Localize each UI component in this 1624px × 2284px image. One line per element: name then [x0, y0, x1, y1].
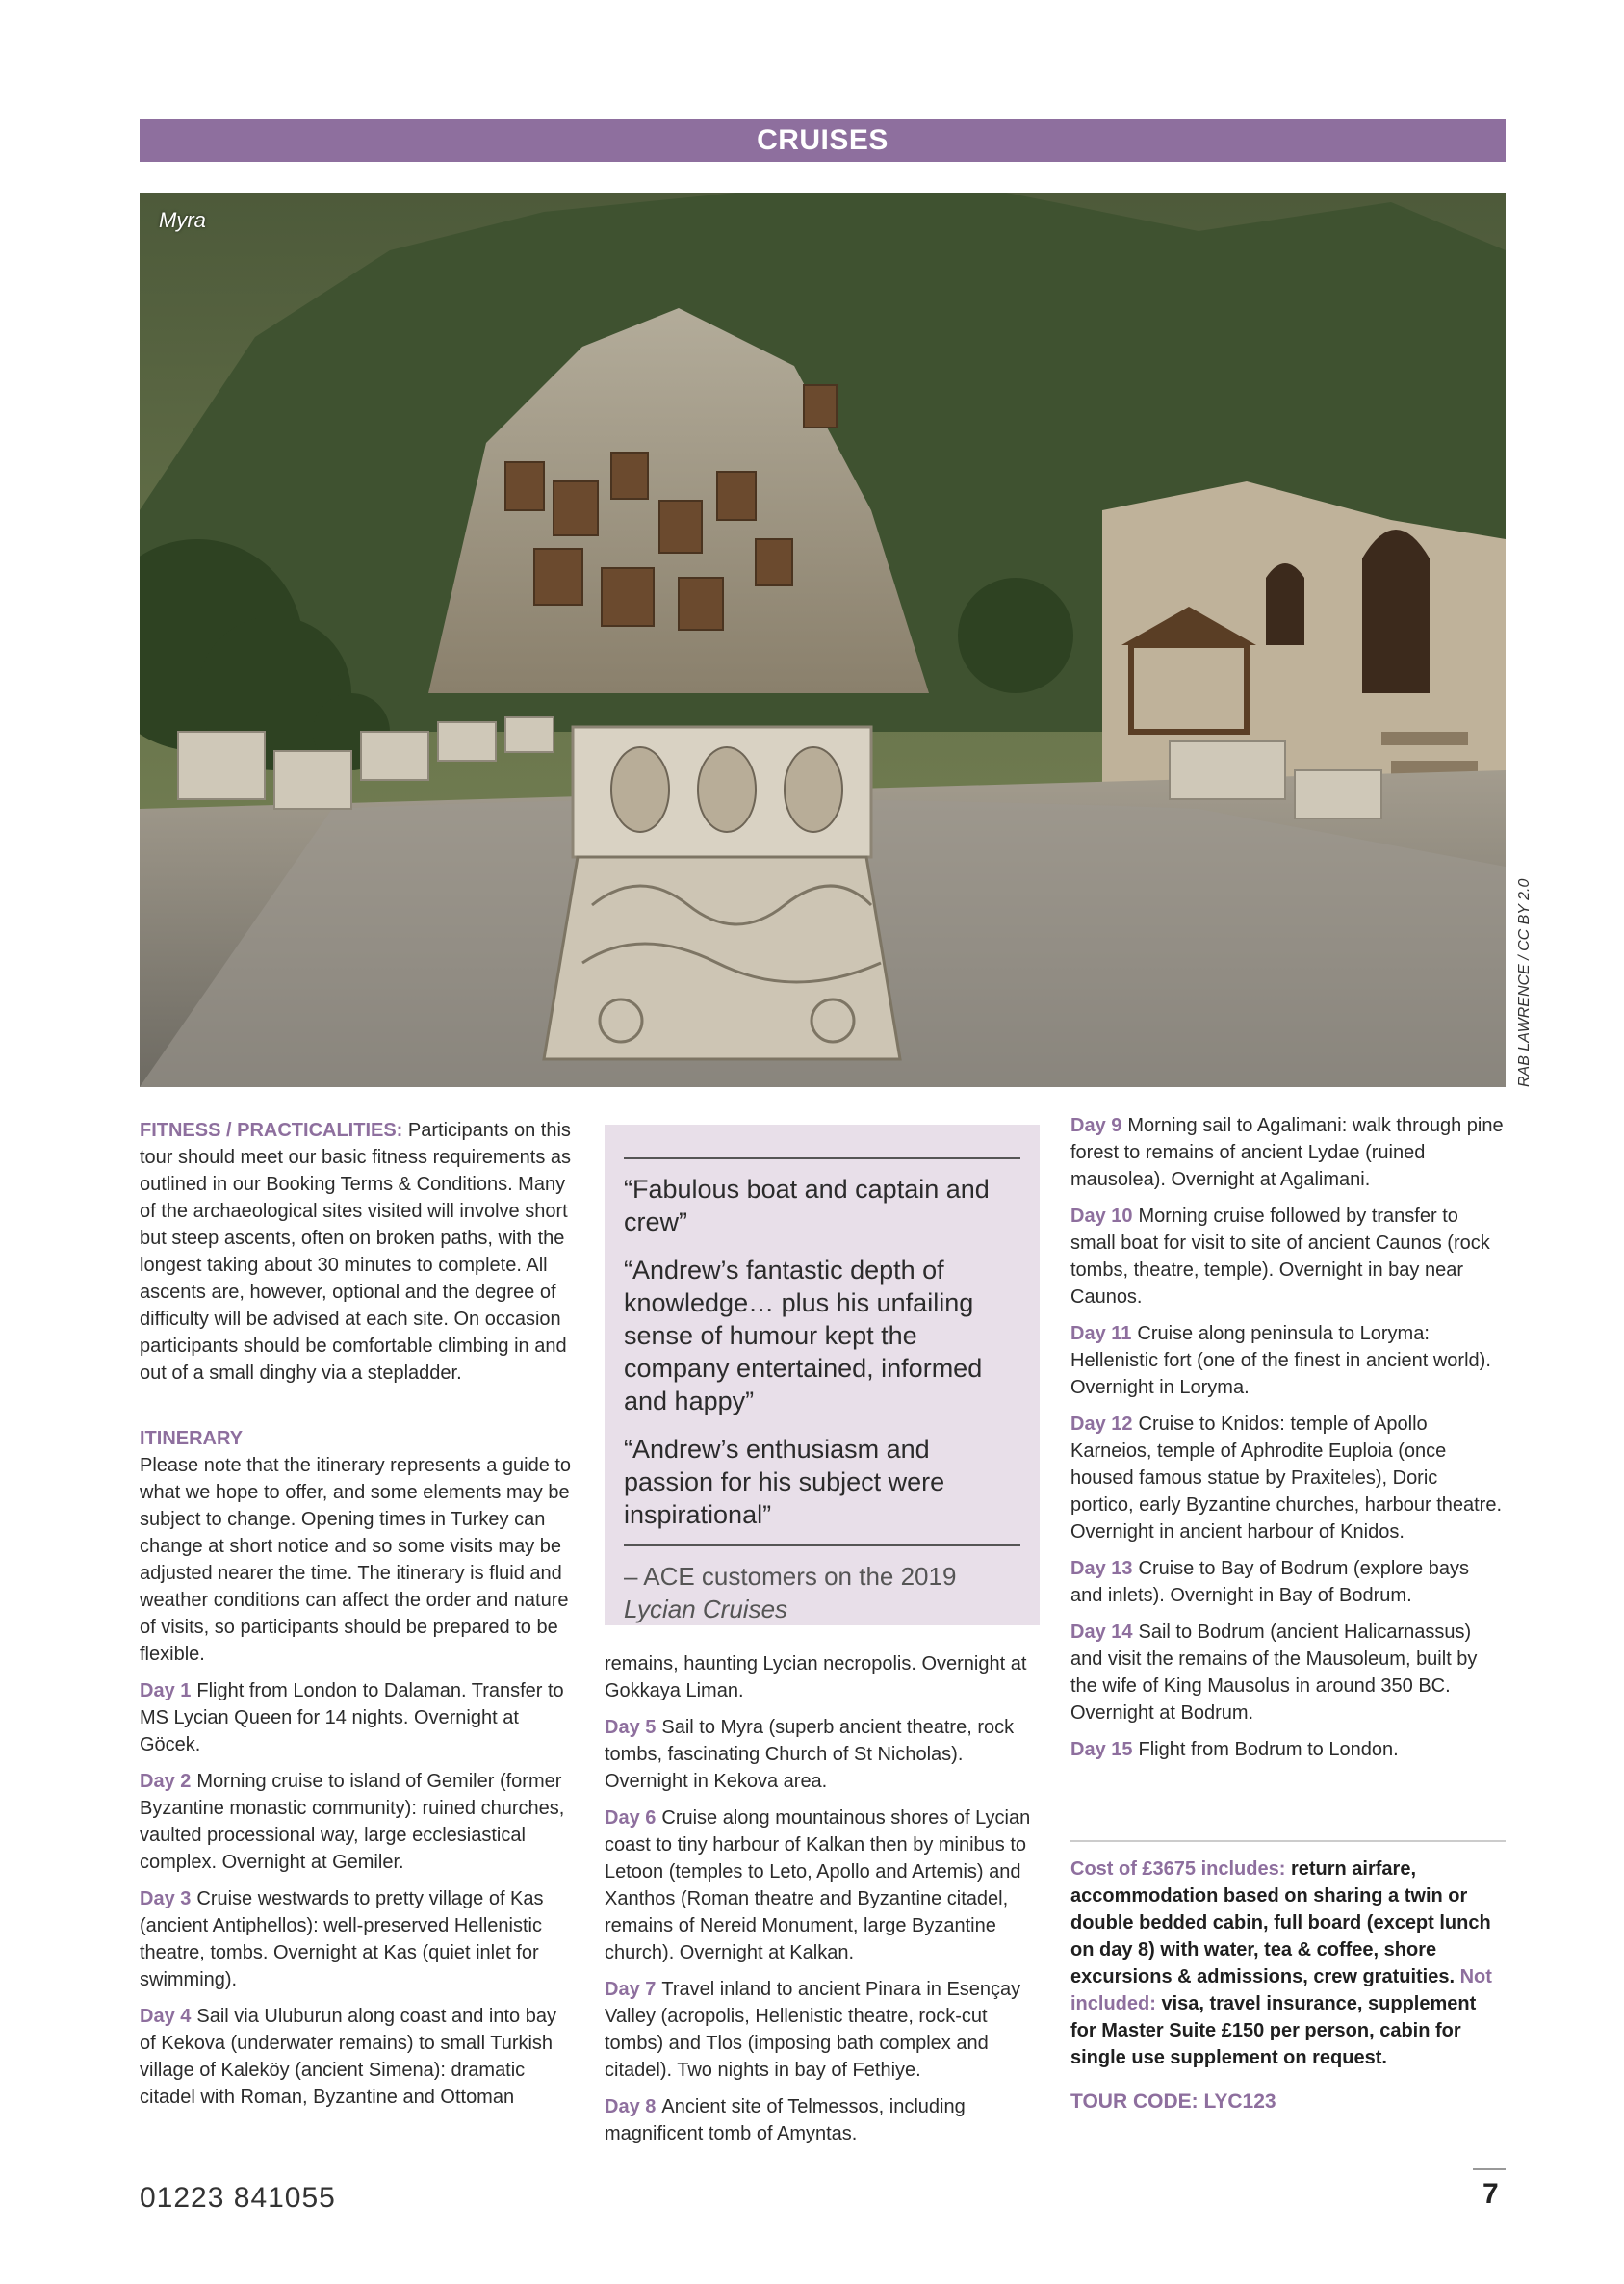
day-text: Travel inland to ancient Pinara in Esençay Valley (acropolis, Hellenistic theatre, rock-cut tombs) and Tlos (imposing bath complex and citadel). Two nights in bay of Fethiye. — [605, 1979, 1021, 2081]
section-banner — [140, 119, 1506, 162]
day-label: Day 12 — [1070, 1414, 1133, 1435]
day-entry — [605, 1804, 1040, 1966]
phone-number: 01223 841055 — [140, 2182, 336, 2214]
day-entry — [140, 2003, 573, 2111]
day-text: Flight from Bodrum to London. — [1138, 1739, 1399, 1760]
day-label: Day 2 — [140, 1771, 192, 1792]
day-label: Day 14 — [1070, 1622, 1133, 1643]
day-label: Day 11 — [1070, 1323, 1132, 1344]
day-text: Morning cruise to island of Gemiler (former Byzantine monastic community): ruined churches, vaulted processional way, large ecclesiastical complex. Overnight at Gemiler. — [140, 1771, 565, 1873]
page-number-rule — [1473, 2168, 1506, 2170]
cost-divider — [1070, 1840, 1506, 1842]
testimonial-box — [605, 1125, 1040, 1625]
day-entry — [140, 1768, 573, 1876]
day-entry — [605, 1714, 1040, 1795]
attribution-prefix: – ACE customers on the 2019 — [624, 1562, 957, 1591]
column-right — [1070, 1112, 1506, 2115]
day-label: Day 1 — [140, 1680, 192, 1701]
day-text: Cruise to Knidos: temple of Apollo Karneios, temple of Aphrodite Euploia (once housed famous statue by Praxiteles), Doric portico, early Byzantine churches, harbour theatre. Overnight in ancient harbour of Knidos. — [1070, 1414, 1503, 1543]
day-label: Day 10 — [1070, 1206, 1133, 1227]
day-text: Morning sail to Agalimani: walk through pine forest to remains of ancient Lydae (ruined mausolea). Overnight at Agalimani. — [1070, 1115, 1504, 1190]
day-text: Morning cruise followed by transfer to small boat for visit to site of ancient Caunos (rock tombs, theatre, temple). Overnight in bay near Caunos. — [1070, 1206, 1490, 1308]
cost-includes-text: return airfare, accommodation based on sharing a twin or double bedded cabin, full board (except lunch on day 8) with water, tea & coffee, shore excursions & admissions, crew gratuities. — [1070, 1858, 1491, 1987]
quote-bottom-rule — [624, 1544, 1020, 1546]
day-entry — [140, 1677, 573, 1758]
itinerary-intro: Please note that the itinerary represents a guide to what we hope to offer, and some elements may be subject to change. Opening times in Turkey can change at short notice and so some visits may be adjusted nearer the time. The itinerary is fluid and weather conditions can affect the order and nature of visits, so participants should be prepared to be flexible. — [140, 1455, 572, 1665]
page-number: 7 — [1482, 2178, 1499, 2210]
day-text: Sail to Myra (superb ancient theatre, rock tombs, fascinating Church of St Nicholas). Overnight in Kekova area. — [605, 1717, 1015, 1792]
day-text: Sail to Bodrum (ancient Halicarnassus) and visit the remains of the Mausoleum, built by the wife of King Mausolus in around 350 BC. Overnight at Bodrum. — [1070, 1622, 1478, 1724]
day-text: Sail via Uluburun along coast and into bay of Kekova (underwater remains) to small Turkish village of Kaleköy (ancient Simena): dramatic citadel with Roman, Byzantine and Ottoman — [140, 2006, 556, 2108]
day-entry — [1070, 1320, 1506, 1401]
fitness-text: Participants on this tour should meet our basic fitness requirements as outlined in our Booking Terms & Conditions. Many of the archaeological sites visited will involve short but steep ascents, often on broken paths, with the longest taking about 30 minutes to complete. All ascents are, however, optional and the degree of difficulty will be advised at each site. On occasion participants should be comfortable climbing in and out of a small dinghy via a stepladder. — [140, 1120, 571, 1384]
fitness-label: FITNESS / PRACTICALITIES: — [140, 1120, 403, 1141]
day-entry — [1070, 1203, 1506, 1311]
day-label: Day 15 — [1070, 1739, 1133, 1760]
day-entry — [1070, 1411, 1506, 1545]
tour-code: TOUR CODE: LYC123 — [1070, 2090, 1276, 2113]
day-label: Day 4 — [140, 2006, 192, 2027]
day4-continued: remains, haunting Lycian necropolis. Overnight at Gokkaya Liman. — [605, 1653, 1027, 1701]
attribution-tour: Lycian Cruises — [624, 1595, 788, 1623]
day-text: Cruise westwards to pretty village of Kas (ancient Antiphellos): well-preserved Hellenistic theatre, tombs. Overnight at Kas (quiet inlet for swimming). — [140, 1888, 544, 1990]
testimonial-quote: “Andrew’s enthusiasm and passion for his subject were inspirational” — [624, 1435, 945, 1529]
cost-excluded-text: visa, travel insurance, supplement for Master Suite £150 per person, cabin for single use supplement on request. — [1070, 1993, 1477, 2068]
day-entry — [1070, 1555, 1506, 1609]
day-entry — [140, 1885, 573, 1993]
photo-caption: Myra — [159, 208, 206, 232]
day-entry — [605, 1976, 1040, 2084]
cost-includes-label: Cost of £3675 includes: — [1070, 1858, 1286, 1880]
day-label: Day 9 — [1070, 1115, 1122, 1136]
column-middle — [605, 1650, 1040, 2157]
itinerary-heading: ITINERARY — [140, 1428, 244, 1449]
day-label: Day 3 — [140, 1888, 192, 1909]
myra-photo — [140, 193, 1506, 1087]
testimonial-attribution — [624, 1560, 1020, 1625]
myra-illustration — [140, 193, 1506, 1087]
day-entry — [1070, 1112, 1506, 1193]
banner-title: CRUISES — [757, 124, 889, 156]
cost-block — [1070, 1856, 1506, 2071]
testimonial-quote: “Fabulous boat and captain and crew” — [624, 1175, 990, 1236]
day-entry — [1070, 1619, 1506, 1726]
day-text: Cruise along mountainous shores of Lycian coast to tiny harbour of Kalkan then by minibus to Letoon (temples to Leto, Apollo and Artemis) and Xanthos (Roman theatre and Byzantine citadel, remains of Nereid Monument, large Byzantine church). Overnight at Kalkan. — [605, 1807, 1031, 1963]
day-list-col1 — [140, 1677, 573, 2111]
day-label: Day 5 — [605, 1717, 657, 1738]
day-label: Day 13 — [1070, 1558, 1133, 1579]
fitness-paragraph — [140, 1117, 573, 1387]
photo-credit: RAB LAWRENCE / CC BY 2.0 — [1516, 878, 1533, 1087]
day-entry — [1070, 1736, 1506, 1763]
day-label: Day 6 — [605, 1807, 657, 1829]
column-left — [140, 1117, 573, 2120]
day-text: Cruise along peninsula to Loryma: Hellenistic fort (one of the finest in ancient world). Overnight in Loryma. — [1070, 1323, 1491, 1398]
day-label: Day 8 — [605, 2096, 657, 2117]
day-text: Flight from London to Dalaman. Transfer to MS Lycian Queen for 14 nights. Overnight at Göcek. — [140, 1680, 564, 1755]
day-text: Ancient site of Telmessos, including magnificent tomb of Amyntas. — [605, 2096, 966, 2144]
testimonial-quote: “Andrew’s fantastic depth of knowledge… plus his unfailing sense of humour kept the company entertained, informed and happy” — [624, 1256, 983, 1415]
day-entry — [605, 2093, 1040, 2147]
cost-excluded-label: Not included: — [1070, 1966, 1492, 2014]
day-label: Day 7 — [605, 1979, 657, 2000]
day-text: Cruise to Bay of Bodrum (explore bays and inlets). Overnight in Bay of Bodrum. — [1070, 1558, 1469, 1606]
quote-top-rule — [624, 1157, 1020, 1159]
